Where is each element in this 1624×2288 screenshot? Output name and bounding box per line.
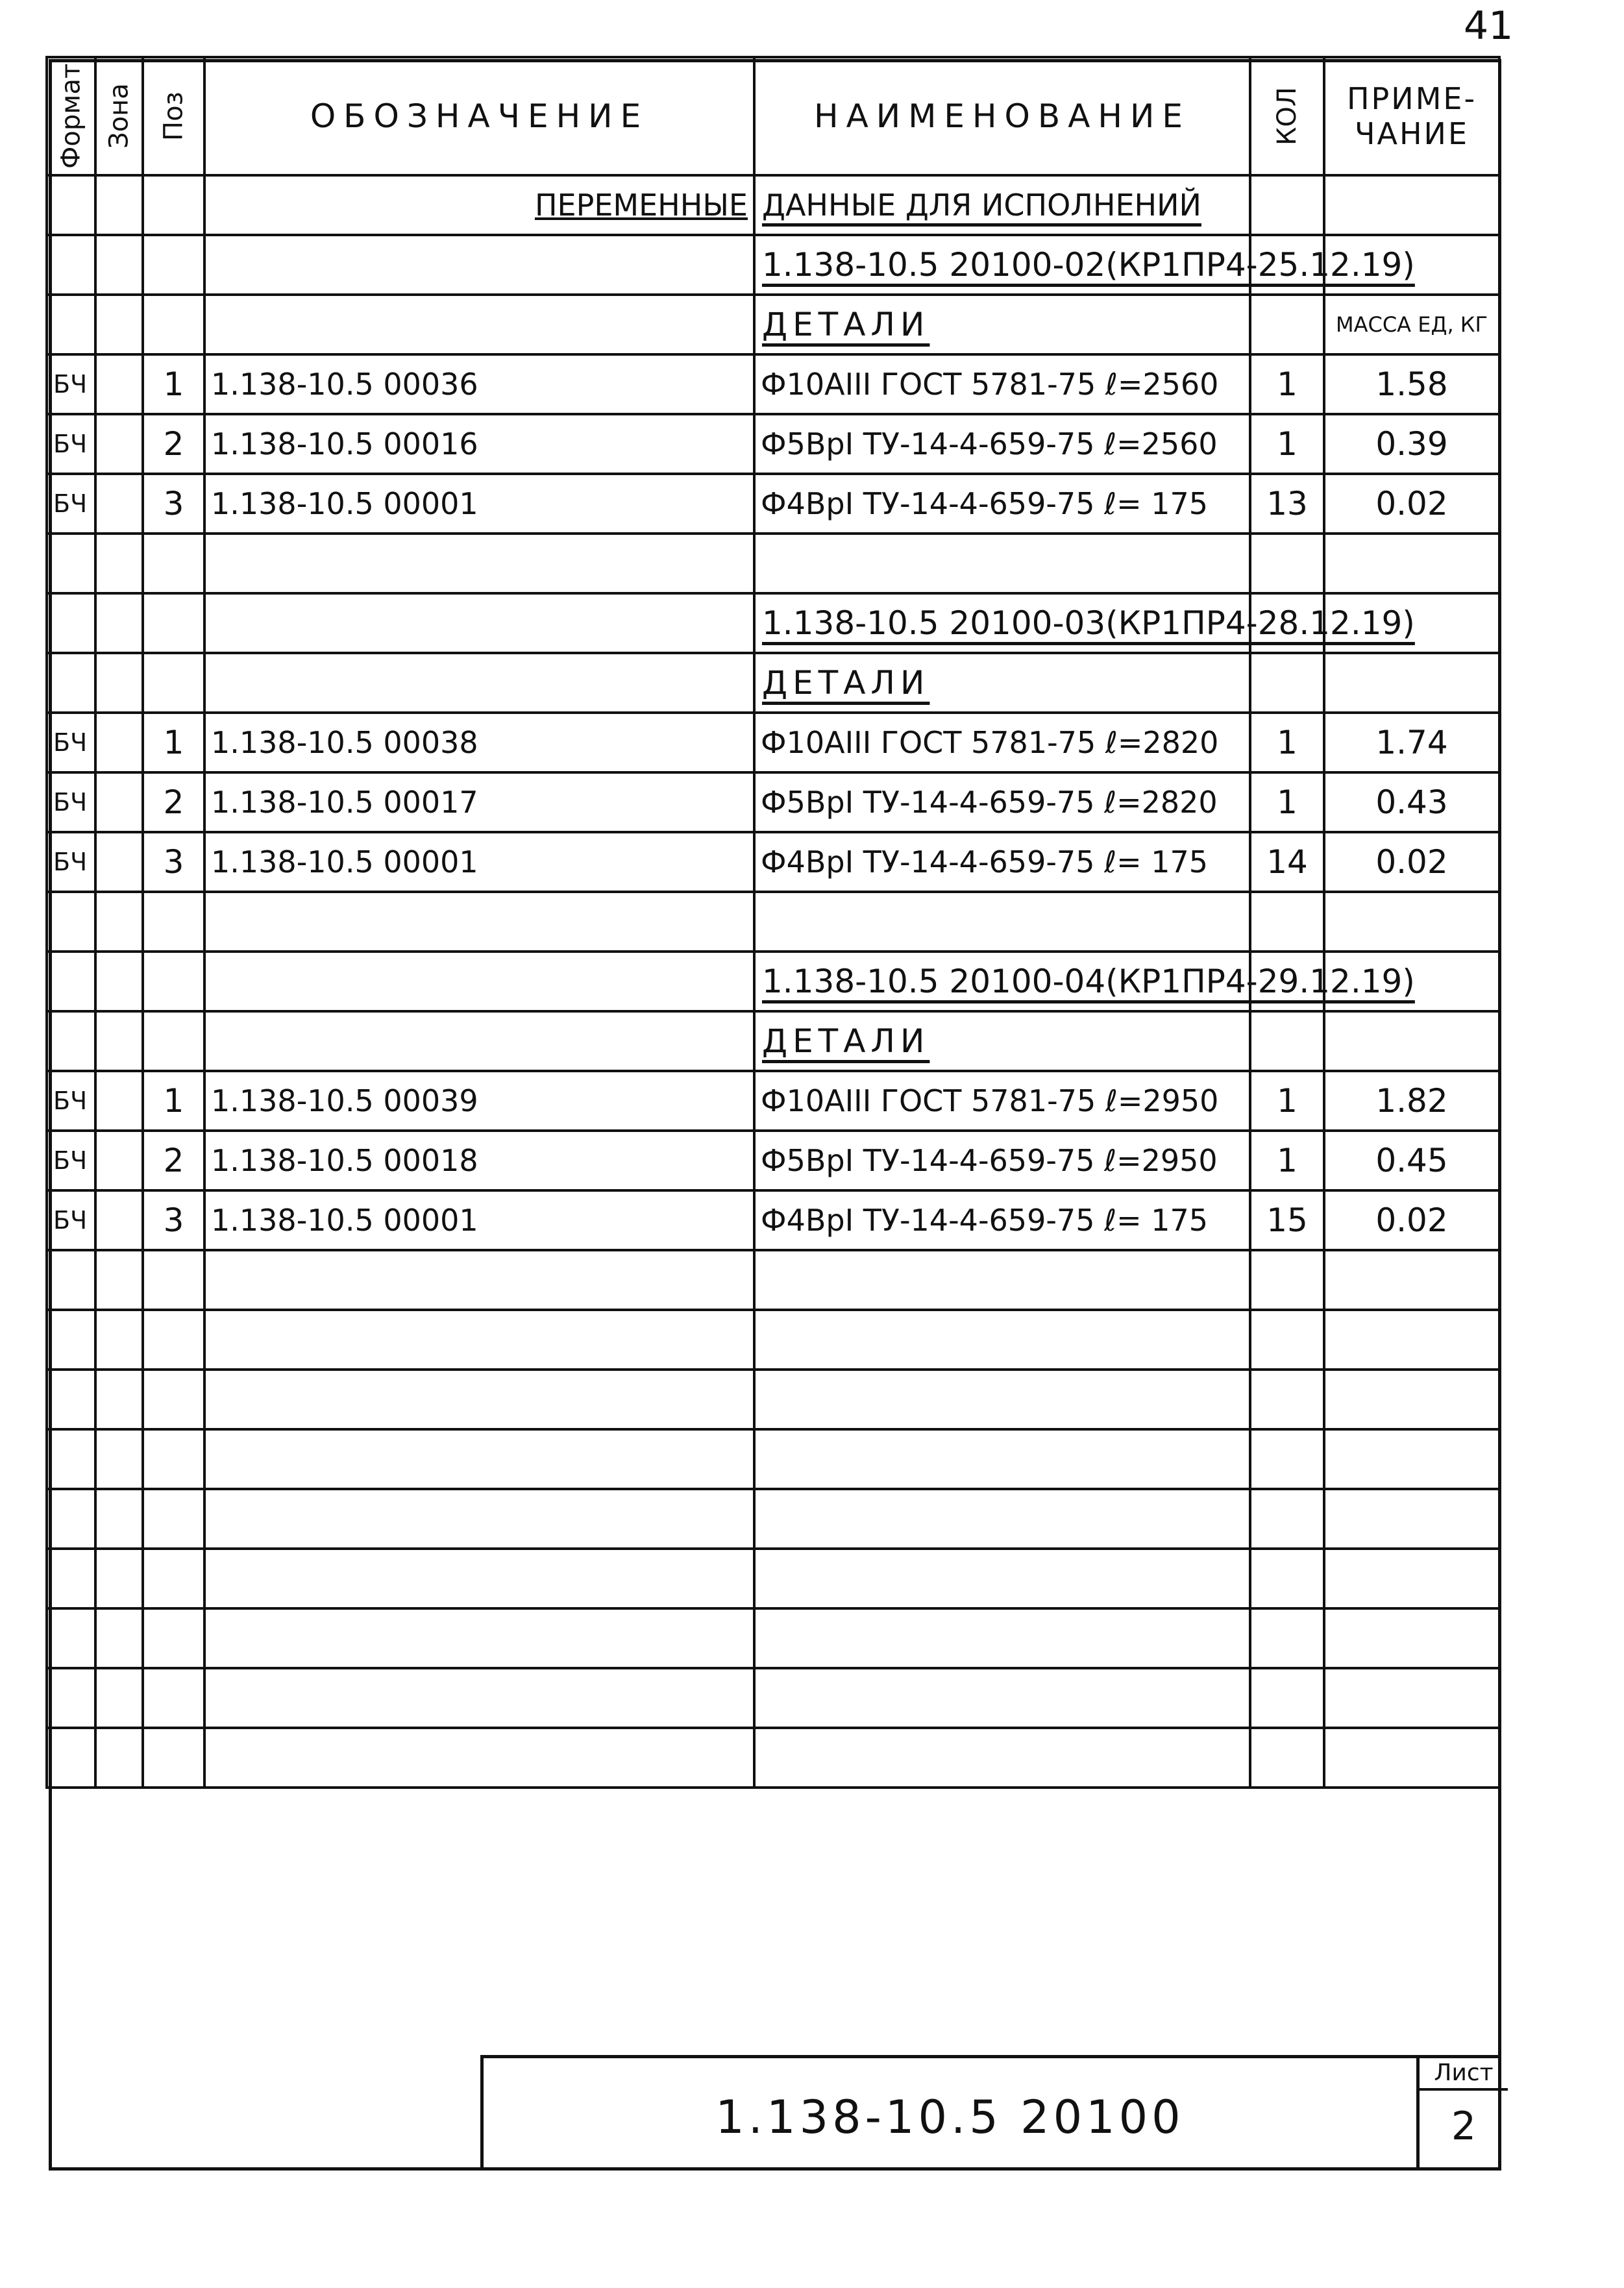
section-row-qty bbox=[1250, 1011, 1324, 1071]
designation-cell: 1.138-10.5 00018 bbox=[204, 1131, 754, 1190]
empty-row-format bbox=[47, 534, 95, 593]
section-row-note bbox=[1324, 653, 1499, 713]
sheet-number: 2 bbox=[1451, 2104, 1477, 2149]
table-row bbox=[47, 772, 1499, 832]
empty-row-pos bbox=[143, 534, 204, 593]
header-designation: ОБОЗНАЧЕНИЕ bbox=[204, 57, 754, 175]
section-row-zone bbox=[95, 1011, 143, 1071]
empty-row-format bbox=[47, 1489, 95, 1549]
name-cell: Ф10АIII ГОСТ 5781-75 ℓ=2820 bbox=[754, 713, 1250, 772]
note-cell: 0.02 bbox=[1324, 832, 1499, 892]
name-cell: Ф5ВрI ТУ-14-4-659-75 ℓ=2560 bbox=[754, 414, 1250, 474]
empty-row-pos bbox=[143, 1608, 204, 1668]
empty-row-qty bbox=[1250, 1370, 1324, 1429]
empty-row bbox=[47, 892, 1499, 952]
variant-row-pos bbox=[143, 952, 204, 1011]
designation-cell: 1.138-10.5 00016 bbox=[204, 414, 754, 474]
format-cell: БЧ bbox=[47, 713, 95, 772]
variant-row-zone bbox=[95, 952, 143, 1011]
variant-row-designation bbox=[204, 952, 754, 1011]
empty-row-name bbox=[754, 1310, 1250, 1370]
empty-row-pos bbox=[143, 1429, 204, 1489]
section-row-designation bbox=[204, 295, 754, 354]
note-cell: 0.43 bbox=[1324, 772, 1499, 832]
section-title-text: ДЕТАЛИ bbox=[762, 306, 930, 343]
zone-cell bbox=[95, 474, 143, 534]
qty-cell: 13 bbox=[1250, 474, 1324, 534]
zone-cell bbox=[95, 354, 143, 414]
qty-cell: 14 bbox=[1250, 832, 1324, 892]
designation-cell: 1.138-10.5 00001 bbox=[204, 1190, 754, 1250]
variant-row-format bbox=[47, 952, 95, 1011]
empty-row-designation bbox=[204, 1429, 754, 1489]
section-row bbox=[47, 1011, 1499, 1071]
empty-row-zone bbox=[95, 1608, 143, 1668]
header-row bbox=[47, 57, 1499, 175]
table-body bbox=[47, 175, 1499, 1788]
header-pos: Поз bbox=[143, 57, 204, 175]
table-row bbox=[47, 832, 1499, 892]
designation-cell: 1.138-10.5 00001 bbox=[204, 832, 754, 892]
zone-cell bbox=[95, 772, 143, 832]
empty-row-pos bbox=[143, 1370, 204, 1429]
title-row-format bbox=[47, 175, 95, 235]
empty-row-qty bbox=[1250, 1728, 1324, 1788]
section-row-designation bbox=[204, 1011, 754, 1071]
table-row bbox=[47, 414, 1499, 474]
variant-row-zone bbox=[95, 593, 143, 653]
empty-row-note bbox=[1324, 1429, 1499, 1489]
empty-row-name bbox=[754, 1608, 1250, 1668]
pos-cell: 2 bbox=[143, 772, 204, 832]
variant-title bbox=[754, 593, 1415, 653]
empty-row-name bbox=[754, 1489, 1250, 1549]
section-row bbox=[47, 653, 1499, 713]
empty-row-format bbox=[47, 1728, 95, 1788]
section-row-zone bbox=[95, 653, 143, 713]
empty-row-format bbox=[47, 1250, 95, 1310]
empty-row-format bbox=[47, 1608, 95, 1668]
section-row-format bbox=[47, 653, 95, 713]
format-cell: БЧ bbox=[47, 1071, 95, 1131]
empty-row-pos bbox=[143, 1310, 204, 1370]
empty-row-name bbox=[754, 1728, 1250, 1788]
section-row-format bbox=[47, 295, 95, 354]
empty-row-designation bbox=[204, 892, 754, 952]
qty-cell: 1 bbox=[1250, 772, 1324, 832]
empty-row-zone bbox=[95, 1489, 143, 1549]
designation-cell: 1.138-10.5 00039 bbox=[204, 1071, 754, 1131]
format-cell: БЧ bbox=[47, 354, 95, 414]
header-name: НАИМЕНОВАНИЕ bbox=[754, 57, 1250, 175]
variant-title-text: 1.138-10.5 20100-03(КР1ПР4-28.12.19) bbox=[762, 604, 1415, 642]
variant-title-text: 1.138-10.5 20100-04(КР1ПР4-29.12.19) bbox=[762, 963, 1415, 1000]
table-row bbox=[47, 354, 1499, 414]
section-row-zone bbox=[95, 295, 143, 354]
empty-row-note bbox=[1324, 1370, 1499, 1429]
name-cell: Ф10АIII ГОСТ 5781-75 ℓ=2950 bbox=[754, 1071, 1250, 1131]
note-cell: 0.02 bbox=[1324, 1190, 1499, 1250]
header-zone: Зона bbox=[95, 57, 143, 175]
sheet-cell bbox=[1416, 2058, 1508, 2171]
format-cell: БЧ bbox=[47, 1131, 95, 1190]
empty-row-qty bbox=[1250, 1668, 1324, 1728]
note-cell: 0.39 bbox=[1324, 414, 1499, 474]
zone-cell bbox=[95, 1131, 143, 1190]
empty-row-note bbox=[1324, 1668, 1499, 1728]
specification-table bbox=[45, 56, 1501, 1789]
title-row-note bbox=[1324, 175, 1499, 235]
pos-cell: 3 bbox=[143, 832, 204, 892]
qty-cell: 1 bbox=[1250, 1131, 1324, 1190]
empty-row-qty bbox=[1250, 1310, 1324, 1370]
name-cell: Ф5ВрI ТУ-14-4-659-75 ℓ=2820 bbox=[754, 772, 1250, 832]
empty-row-zone bbox=[95, 1549, 143, 1608]
name-cell: Ф10АIII ГОСТ 5781-75 ℓ=2560 bbox=[754, 354, 1250, 414]
empty-row-format bbox=[47, 1310, 95, 1370]
empty-row-qty bbox=[1250, 892, 1324, 952]
section-row-qty bbox=[1250, 653, 1324, 713]
pos-cell: 3 bbox=[143, 474, 204, 534]
empty-row-name bbox=[754, 892, 1250, 952]
empty-row-designation bbox=[204, 1668, 754, 1728]
name-cell: Ф4ВрI ТУ-14-4-659-75 ℓ= 175 bbox=[754, 832, 1250, 892]
empty-row-pos bbox=[143, 1728, 204, 1788]
variant-row bbox=[47, 593, 1499, 653]
empty-row bbox=[47, 1310, 1499, 1370]
header-qty: КОЛ bbox=[1250, 57, 1324, 175]
qty-cell: 1 bbox=[1250, 713, 1324, 772]
table-row bbox=[47, 1071, 1499, 1131]
empty-row-note bbox=[1324, 1310, 1499, 1370]
empty-row bbox=[47, 1608, 1499, 1668]
empty-row-format bbox=[47, 892, 95, 952]
empty-row-qty bbox=[1250, 1429, 1324, 1489]
section-row-pos bbox=[143, 1011, 204, 1071]
section-row-designation bbox=[204, 653, 754, 713]
empty-row-pos bbox=[143, 1489, 204, 1549]
empty-row-note bbox=[1324, 892, 1499, 952]
table-row bbox=[47, 474, 1499, 534]
empty-row-name bbox=[754, 1668, 1250, 1728]
section-row-pos bbox=[143, 653, 204, 713]
empty-row-designation bbox=[204, 1310, 754, 1370]
note-cell: 1.58 bbox=[1324, 354, 1499, 414]
format-cell: БЧ bbox=[47, 832, 95, 892]
table-row bbox=[47, 1190, 1499, 1250]
empty-row-note bbox=[1324, 1549, 1499, 1608]
empty-row-format bbox=[47, 1549, 95, 1608]
designation-cell: 1.138-10.5 00001 bbox=[204, 474, 754, 534]
sheet-label: Лист bbox=[1420, 2058, 1508, 2091]
page-number: 41 bbox=[1464, 3, 1514, 49]
empty-row-designation bbox=[204, 1728, 754, 1788]
empty-row bbox=[47, 1250, 1499, 1310]
empty-row-designation bbox=[204, 1608, 754, 1668]
pos-cell: 3 bbox=[143, 1190, 204, 1250]
variant-row bbox=[47, 952, 1499, 1011]
empty-row-name bbox=[754, 1549, 1250, 1608]
empty-row-designation bbox=[204, 1370, 754, 1429]
empty-row-zone bbox=[95, 1728, 143, 1788]
designation-cell: 1.138-10.5 00017 bbox=[204, 772, 754, 832]
empty-row-name bbox=[754, 1429, 1250, 1489]
empty-row bbox=[47, 1489, 1499, 1549]
section-row-note bbox=[1324, 1011, 1499, 1071]
section-title bbox=[754, 1011, 1250, 1071]
section-row-format bbox=[47, 1011, 95, 1071]
empty-row-qty bbox=[1250, 1250, 1324, 1310]
title-right bbox=[754, 175, 1250, 235]
empty-row-designation bbox=[204, 534, 754, 593]
empty-row-note bbox=[1324, 534, 1499, 593]
section-title-text: ДЕТАЛИ bbox=[762, 664, 930, 702]
designation-cell: 1.138-10.5 00038 bbox=[204, 713, 754, 772]
empty-row-qty bbox=[1250, 1608, 1324, 1668]
format-cell: БЧ bbox=[47, 1190, 95, 1250]
empty-row-zone bbox=[95, 1429, 143, 1489]
variant-row-zone bbox=[95, 235, 143, 295]
zone-cell bbox=[95, 1071, 143, 1131]
title-right-text: ДАННЫЕ ДЛЯ ИСПОЛНЕНИЙ bbox=[762, 188, 1201, 223]
variant-row-pos bbox=[143, 235, 204, 295]
empty-row-designation bbox=[204, 1549, 754, 1608]
variant-row-designation bbox=[204, 593, 754, 653]
empty-row bbox=[47, 1668, 1499, 1728]
title-row bbox=[47, 175, 1499, 235]
pos-cell: 1 bbox=[143, 1071, 204, 1131]
qty-cell: 1 bbox=[1250, 354, 1324, 414]
pos-cell: 1 bbox=[143, 713, 204, 772]
empty-row-zone bbox=[95, 1668, 143, 1728]
zone-cell bbox=[95, 713, 143, 772]
empty-row-zone bbox=[95, 534, 143, 593]
designation-cell: 1.138-10.5 00036 bbox=[204, 354, 754, 414]
pos-cell: 2 bbox=[143, 1131, 204, 1190]
title-row-qty bbox=[1250, 175, 1324, 235]
empty-row bbox=[47, 1370, 1499, 1429]
format-cell: БЧ bbox=[47, 474, 95, 534]
name-cell: Ф5ВрI ТУ-14-4-659-75 ℓ=2950 bbox=[754, 1131, 1250, 1190]
empty-row-qty bbox=[1250, 534, 1324, 593]
pos-cell: 2 bbox=[143, 414, 204, 474]
name-cell: Ф4ВрI ТУ-14-4-659-75 ℓ= 175 bbox=[754, 1190, 1250, 1250]
empty-row-designation bbox=[204, 1250, 754, 1310]
variant-row-format bbox=[47, 235, 95, 295]
zone-cell bbox=[95, 414, 143, 474]
empty-row-format bbox=[47, 1429, 95, 1489]
qty-cell: 1 bbox=[1250, 1071, 1324, 1131]
header-note: ПРИМЕ-ЧАНИЕ bbox=[1324, 57, 1499, 175]
empty-row-pos bbox=[143, 1668, 204, 1728]
title-left: ПЕРЕМЕННЫЕ bbox=[204, 175, 754, 235]
empty-row-pos bbox=[143, 1549, 204, 1608]
variant-row-format bbox=[47, 593, 95, 653]
empty-row-note bbox=[1324, 1489, 1499, 1549]
table-row bbox=[47, 713, 1499, 772]
empty-row-name bbox=[754, 534, 1250, 593]
empty-row-pos bbox=[143, 1250, 204, 1310]
mass-header: МАССА ЕД, КГ bbox=[1324, 295, 1499, 354]
format-cell: БЧ bbox=[47, 414, 95, 474]
variant-row-pos bbox=[143, 593, 204, 653]
empty-row bbox=[47, 1728, 1499, 1788]
header-format: Формат bbox=[47, 57, 95, 175]
empty-row-format bbox=[47, 1370, 95, 1429]
variant-row-designation bbox=[204, 235, 754, 295]
note-cell: 0.02 bbox=[1324, 474, 1499, 534]
note-cell: 1.82 bbox=[1324, 1071, 1499, 1131]
empty-row-note bbox=[1324, 1608, 1499, 1668]
table-row bbox=[47, 1131, 1499, 1190]
note-cell: 1.74 bbox=[1324, 713, 1499, 772]
name-cell: Ф4ВрI ТУ-14-4-659-75 ℓ= 175 bbox=[754, 474, 1250, 534]
empty-row-designation bbox=[204, 1489, 754, 1549]
empty-row-zone bbox=[95, 1310, 143, 1370]
variant-row bbox=[47, 235, 1499, 295]
empty-row-format bbox=[47, 1668, 95, 1728]
empty-row bbox=[47, 1429, 1499, 1489]
section-row-qty bbox=[1250, 295, 1324, 354]
empty-row-name bbox=[754, 1370, 1250, 1429]
variant-title bbox=[754, 952, 1415, 1011]
section-title bbox=[754, 295, 1250, 354]
empty-row-zone bbox=[95, 1250, 143, 1310]
empty-row-name bbox=[754, 1250, 1250, 1310]
pos-cell: 1 bbox=[143, 354, 204, 414]
variant-title-text: 1.138-10.5 20100-02(КР1ПР4-25.12.19) bbox=[762, 246, 1415, 284]
empty-row-note bbox=[1324, 1250, 1499, 1310]
empty-row bbox=[47, 534, 1499, 593]
qty-cell: 1 bbox=[1250, 414, 1324, 474]
zone-cell bbox=[95, 1190, 143, 1250]
zone-cell bbox=[95, 832, 143, 892]
document-code: 1.138-10.5 20100 bbox=[715, 2091, 1185, 2144]
format-cell: БЧ bbox=[47, 772, 95, 832]
section-row bbox=[47, 295, 1499, 354]
variant-title bbox=[754, 235, 1415, 295]
empty-row-zone bbox=[95, 1370, 143, 1429]
qty-cell: 15 bbox=[1250, 1190, 1324, 1250]
title-block bbox=[480, 2055, 1501, 2171]
empty-row-qty bbox=[1250, 1549, 1324, 1608]
title-row-zone bbox=[95, 175, 143, 235]
section-title bbox=[754, 653, 1250, 713]
empty-row-note bbox=[1324, 1728, 1499, 1788]
title-row-pos bbox=[143, 175, 204, 235]
empty-row-qty bbox=[1250, 1489, 1324, 1549]
section-title-text: ДЕТАЛИ bbox=[762, 1022, 930, 1060]
section-row-pos bbox=[143, 295, 204, 354]
note-cell: 0.45 bbox=[1324, 1131, 1499, 1190]
empty-row-pos bbox=[143, 892, 204, 952]
empty-row bbox=[47, 1549, 1499, 1608]
empty-row-zone bbox=[95, 892, 143, 952]
